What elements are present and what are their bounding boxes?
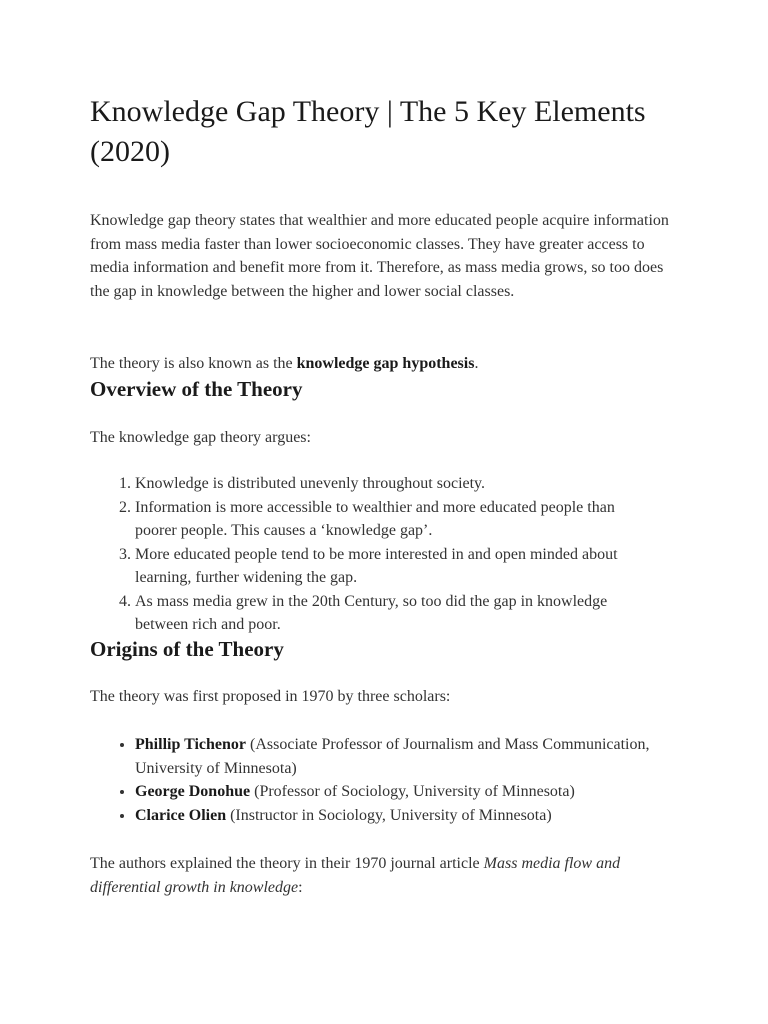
- scholars-list: [90, 733, 675, 827]
- aka-term: knowledge gap hypothesis: [296, 355, 475, 372]
- page-title: Knowledge Gap Theory | The 5 Key Elements (2020): [90, 95, 646, 168]
- list-item: 3. More educated people tend to be more interested in and open minded about learning, further widening the gap.: [135, 543, 655, 590]
- overview-list: [90, 472, 655, 637]
- list-item: [135, 804, 675, 828]
- closing-prefix: The authors explained the theory in their 1970 journal article: [90, 855, 484, 872]
- scholar-name: George Donohue: [135, 783, 251, 800]
- closing-suffix: :: [298, 878, 303, 896]
- scholar-name: Phillip Tichenor: [135, 736, 246, 753]
- origins-heading: Origins of the Theory: [90, 637, 284, 661]
- list-item: 2. Information is more accessible to wealthier and more educated people than poorer people. This causes a ‘knowledge gap’.: [135, 496, 655, 543]
- scholar-detail: (Professor of Sociology, University of Minnesota): [250, 783, 575, 800]
- origins-lead: The theory was first proposed in 1970 by three scholars:: [90, 688, 451, 705]
- list-item: 4. As mass media grew in the 20th Century, so too did the gap in knowledge between rich and poor.: [135, 590, 655, 637]
- article-title: Mass media flow and differential growth in knowledge: [90, 855, 621, 896]
- list-item: [135, 733, 675, 780]
- aka-prefix: The theory is also known as the: [90, 355, 297, 372]
- overview-lead: The knowledge gap theory argues:: [90, 429, 311, 446]
- intro-paragraph: Knowledge gap theory states that wealthier and more educated people acquire information from mass media faster than lower socioeconomic classes. They have greater access to media information and benefit more from it. Therefore, as mass media grows, so too does the gap in knowledge between the higher and lower social classes.: [90, 212, 669, 300]
- scholar-detail: (Instructor in Sociology, University of Minnesota): [226, 806, 552, 824]
- list-item: [135, 780, 675, 804]
- aka-suffix: .: [474, 355, 479, 372]
- aka-paragraph: [90, 352, 670, 376]
- closing-paragraph: [90, 852, 670, 899]
- scholar-name: Clarice Olien: [135, 806, 227, 824]
- list-item: 1. Knowledge is distributed unevenly throughout society.: [135, 472, 655, 496]
- scholar-detail: (Associate Professor of Journalism and Mass Communication, University of Minnesota): [135, 736, 650, 777]
- overview-heading: Overview of the Theory: [90, 377, 303, 401]
